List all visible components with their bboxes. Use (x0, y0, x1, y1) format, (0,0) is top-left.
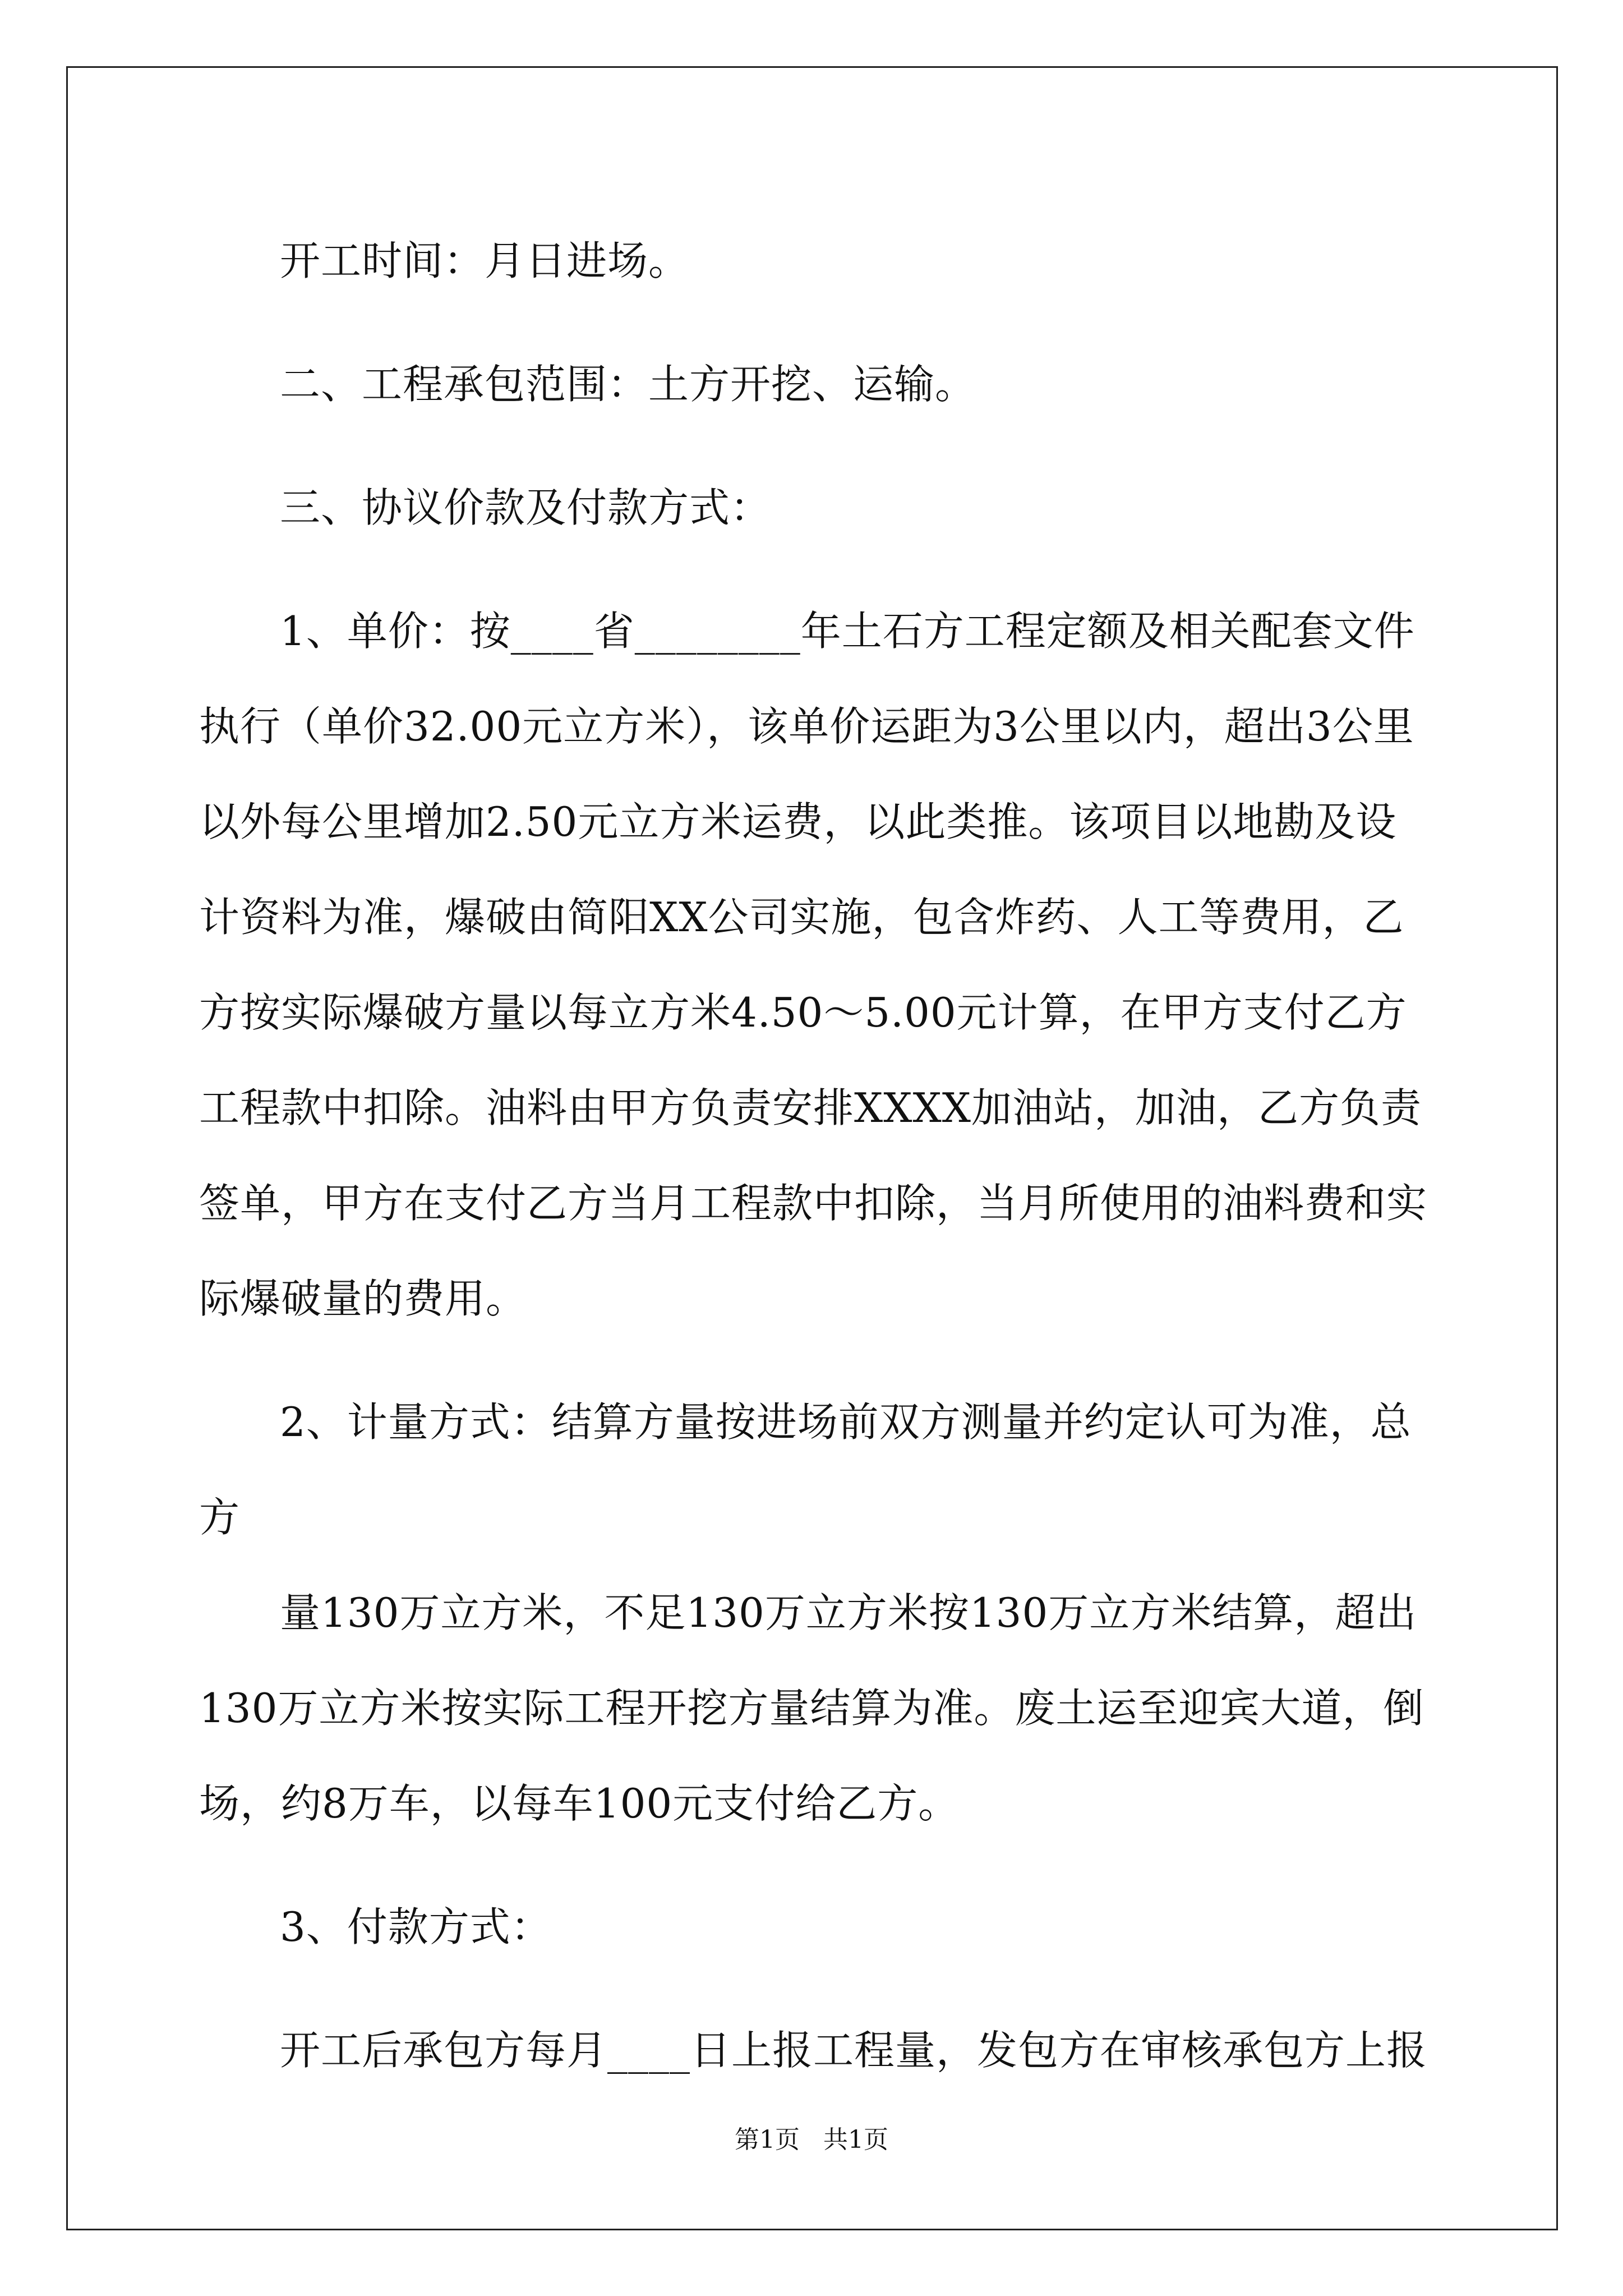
paragraph-measurement: 2、计量方式：结算方量按进场前双方测量并约定认可为准，总方 (199, 1398, 1412, 1541)
paragraph-payment: 开工后承包方每月____日上报工程量，发包方在审核承包方上报 (280, 2027, 1428, 2074)
paragraph-unit-price: 1、单价：按____省________年土石方工程定额及相关配套文件执行（单价32.00元立方米），该单价运距为3公里以内，超出3公里以外每公里增加2.50元立方米运费，以此类推。该项目以地勘及设计资料为准，爆破由简阳XX公司实施，包含炸药、人工等费用，乙方按实际爆破方量以每立方米4.50～5.00元计算，在甲方支付乙方工程款中扣除。油料由甲方负责安排XXXX加油站，加油，乙方负责签单，甲方在支付乙方当月工程款中扣除，当月所使用的油料费和实际爆破量的费用。 (199, 608, 1428, 1322)
page-footer (0, 2123, 1623, 2157)
paragraph-measurement-cont: 量130万立方米，不足130万立方米按130万立方米结算，超出130万立方米按实际工程开挖方量结算为准。废土运至迎宾大道，倒场，约8万车，以每车100元支付给乙方。 (199, 1589, 1424, 1827)
paragraph-start-time: 开工时间：月日进场。 (280, 237, 690, 284)
paragraph-price-heading: 三、协议价款及付款方式： (280, 484, 772, 531)
page-number: 第1页 (735, 2125, 800, 2154)
page-total: 共1页 (823, 2125, 888, 2154)
paragraph-payment-heading: 3、付款方式： (280, 1903, 552, 1950)
paragraph-scope: 二、工程承包范围：土方开挖、运输。 (280, 361, 976, 408)
document-body (199, 213, 1430, 2126)
